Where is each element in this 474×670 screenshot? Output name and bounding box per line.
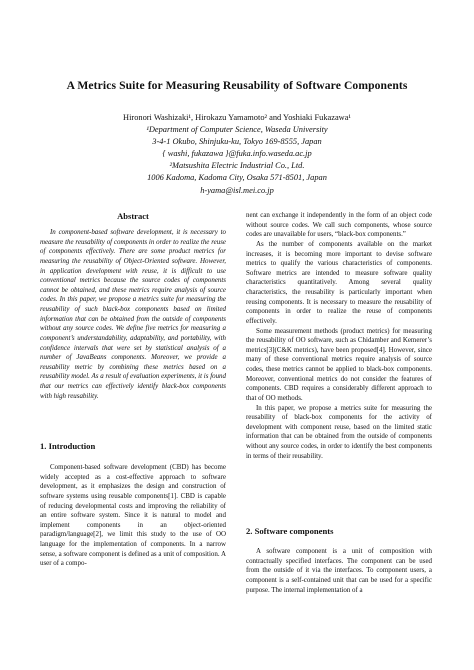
section-1-text: Component-based software development (CBD) has become widely accepted as a cost-effective approach to software development, as it emphasizes the design and construction of software systems using reusable components[1]. CBD is capable of reducing developmental costs and improving the reliability of an entire software system. Since it is natural to model and implement components in an object-oriented paradigm/language[2], we limit this study to the use of OO language for the implementation of components. In a narrow sense, a software component is defined as a unit of composition. A user of a compo-	[40, 463, 226, 568]
section-1-heading: 1. Introduction	[40, 441, 96, 451]
section-2-text: A software component is a unit of composition with contractually specified interfaces. The component can be used from the outside of it via the interfaces. To component users, a component is a self-contained unit that can be used for a specific purpose. The internal implementation of a	[246, 547, 432, 594]
affiliation-2-email: h-yama@isl.mei.co.jp	[200, 185, 274, 195]
affiliation-2-address: 1006 Kadoma, Kadoma City, Osaka 571-8501, Japan	[147, 173, 327, 183]
section-1-body	[40, 463, 226, 569]
right-paragraph-4: In this paper, we propose a metrics suite for measuring the reusability of black-box components for the activity of development with component reuse, based on the limited static information that can be obtained from the outside of components without any source codes, in order to identify the best components in terms of their reusability.	[246, 403, 432, 460]
abstract-text: In component-based software development, it is necessary to measure the reusability of components in order to realize the reuse of components effectively. There are some product metrics for measuring the reusability of Object-Oriented software. However, in application development with reuse, it is difficult to use conventional metrics because the source codes of components cannot be obtained, and these metrics require analysis of source codes. In this paper, we propose a metrics suite for measuring the reusability of such black-box components based on limited information that can be obtained from the outside of components without any source codes. We define five metrics for measuring a component’s understandability, adaptability, and portability, with confidence intervals that were set by statistical analysis of a number of JavaBeans components. Moreover, we provide a reusability metric by combining these metrics based on a reusability model. As a result of evaluation experiments, it is found that our metrics can effectively identify black-box components with high reusability.	[40, 228, 226, 400]
author-block	[0, 112, 474, 197]
affiliation-1-dept: ¹Department of Computer Science, Waseda University	[146, 125, 328, 135]
paper-title: A Metrics Suite for Measuring Reusability of Software Components	[66, 79, 408, 92]
author-names: Hironori Washizaki¹, Hirokazu Yamamoto² and Yoshiaki Fukazawa¹	[123, 113, 351, 122]
affiliation-1-address: 3-4-1 Okubo, Shinjuku-ku, Tokyo 169-8555, Japan	[152, 137, 322, 147]
abstract-heading: Abstract	[117, 211, 149, 221]
abstract-body	[40, 228, 226, 401]
affiliation-1-email: { washi, fukazawa }@fuka.info.waseda.ac.jp	[162, 149, 312, 159]
right-paragraph-3: Some measurement methods (product metrics) for measuring the reusability of OO software, such as Chidamber and Kemerer’s metrics[3](C&K metrics), have been proposed[4]. However, since many of these conventional metrics require analysis of source codes, these metrics cannot be applied to black-box components. Moreover, conventional metrics do not consider the features of components. CBD requires a considerably different approach to that of OO methods.	[246, 326, 432, 402]
right-paragraph-2: As the number of components available on the market increases, it is becoming more important to devise software metrics to qualify the various characteristics of components. Software metrics are intended to measure software quality characteristics quantitatively. Among several quality characteristics, the reusability is particularly important when reusing components. It is necessary to measure the reusability of components in order to realize the reuse of components effectively.	[246, 239, 432, 325]
right-paragraph-1: nent can exchange it independently in the form of an object code without source codes. We call such components, whose source codes are unavailable for users, “black-box components.”	[246, 211, 432, 239]
affiliation-2-company: ²Matsushita Electric Industrial Co., Ltd.	[169, 161, 305, 171]
section-2-body	[246, 547, 432, 595]
right-column-body	[246, 211, 432, 461]
section-2-heading: 2. Software components	[246, 526, 334, 536]
